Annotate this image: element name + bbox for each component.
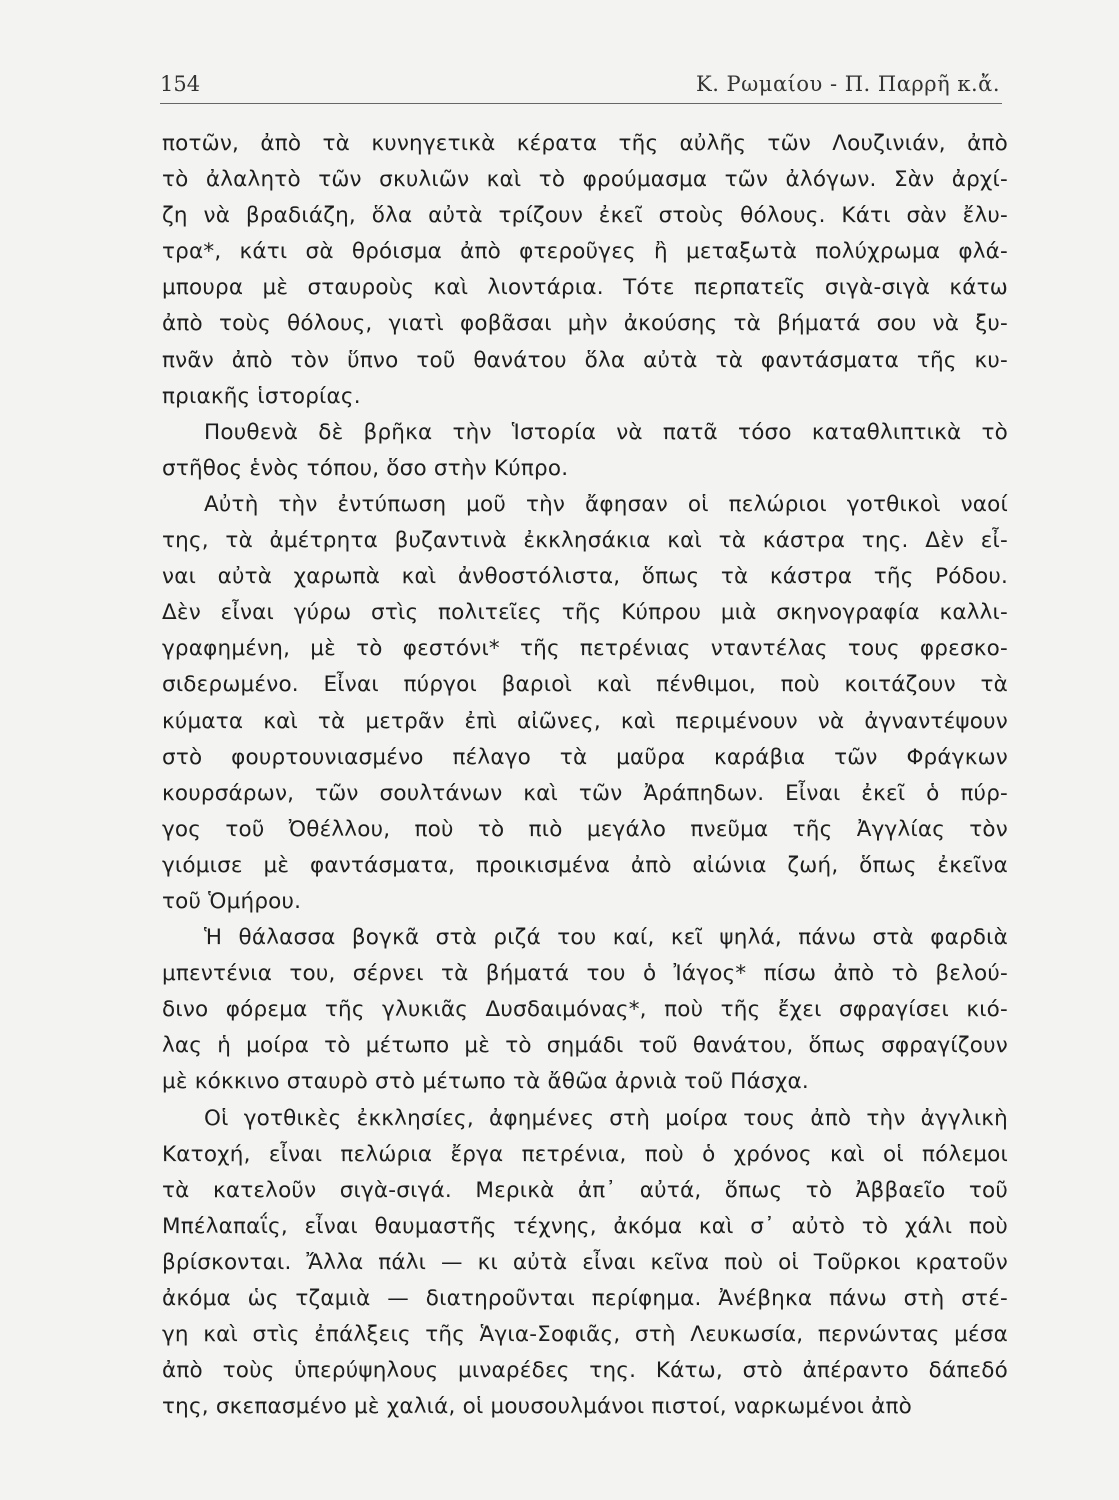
- paragraph: [162, 920, 1008, 1100]
- page-header: [160, 72, 1000, 102]
- text-line: Οἱ γοτθικὲς ἐκκλησίες, ἀφημένες στὴ μοίρα τους ἀπὸ τὴν ἀγγλικὴ: [204, 1105, 1008, 1131]
- text-line: της, τὰ ἀμέτρητα βυζαντινὰ ἐκκλησάκια καὶ τὰ κάστρα της. Δὲν εἶ-: [162, 528, 1008, 554]
- paragraph: [162, 126, 1008, 415]
- text-line: Κατοχή, εἶναι πελώρια ἔργα πετρένια, ποὺ ὁ χρόνος καὶ οἱ πόλεμοι: [162, 1141, 1008, 1167]
- paragraph: [162, 415, 1008, 487]
- text-line: δινο φόρεμα τῆς γλυκιᾶς Δυσδαιμόνας*, ποὺ τῆς ἔχει σφραγίσει κιό-: [162, 997, 1008, 1023]
- paragraph: [162, 487, 1008, 920]
- text-line: ναι αὐτὰ χαρωπὰ καὶ ἀνθοστόλιστα, ὅπως τὰ κάστρα τῆς Ρόδου.: [162, 564, 1008, 590]
- text-line: Αὐτὴ τὴν ἐντύπωση μοῦ τὴν ἄφησαν οἱ πελώριοι γοτθικοὶ ναοί: [204, 491, 1008, 517]
- text-line: τοῦ Ὁμήρου.: [162, 888, 302, 914]
- text-line: Ἡ θάλασσα βογκᾶ στὰ ριζά του καί, κεῖ ψηλά, πάνω στὰ φαρδιὰ: [204, 925, 1008, 951]
- text-line: γραφημένη, μὲ τὸ φεστόνι* τῆς πετρένιας νταντέλας τους φρεσκο-: [162, 636, 1008, 662]
- text-line: κύματα καὶ τὰ μετρᾶν ἐπὶ αἰῶνες, καὶ περιμένουν νὰ ἀγναντέψουν: [162, 708, 1008, 734]
- text-line: Πουθενὰ δὲ βρῆκα τὴν Ἱστορία νὰ πατᾶ τόσο καταθλιπτικὰ τὸ: [204, 419, 1008, 445]
- text-line: τὰ κατελοῦν σιγὰ-σιγά. Μερικὰ ἀπ᾿ αὐτά, ὅπως τὸ Ἀββαεῖο τοῦ: [162, 1177, 1008, 1203]
- text-line: πνᾶν ἀπὸ τὸν ὕπνο τοῦ θανάτου ὅλα αὐτὰ τὰ φαντάσματα τῆς κυ-: [162, 347, 1008, 373]
- text-line: σιδερωμένο. Εἶναι πύργοι βαριοὶ καὶ πένθιμοι, ποὺ κοιτάζουν τὰ: [162, 672, 1008, 698]
- text-line: ζη νὰ βραδιάζη, ὅλα αὐτὰ τρίζουν ἐκεῖ στοὺς θόλους. Κάτι σὰν ἔλυ-: [162, 203, 1008, 229]
- text-line: μπουρα μὲ σταυροὺς καὶ λιοντάρια. Τότε περπατεῖς σιγὰ-σιγὰ κάτω: [162, 275, 1008, 301]
- text-line: γη καὶ στὶς ἐπάλξεις τῆς Ἁγια-Σοφιᾶς, στὴ Λευκωσία, περνώντας μέσα: [162, 1322, 1008, 1348]
- text-line: ἀκόμα ὡς τζαμιὰ — διατηροῦνται περίφημα. Ἀνέβηκα πάνω στὴ στέ-: [162, 1286, 1008, 1311]
- text-line: μπεντένια του, σέρνει τὰ βήματά του ὁ Ἰάγος* πίσω ἀπὸ τὸ βελού-: [162, 961, 1008, 987]
- page-number: 154: [160, 72, 201, 96]
- text-line: κουρσάρων, τῶν σουλτάνων καὶ τῶν Ἀράπηδων. Εἶναι ἐκεῖ ὁ πύρ-: [162, 780, 1008, 806]
- text-line: Δὲν εἶναι γύρω στὶς πολιτεῖες τῆς Κύπρου μιὰ σκηνογραφία καλλι-: [162, 600, 1008, 626]
- text-line: λας ἡ μοίρα τὸ μέτωπο μὲ τὸ σημάδι τοῦ θανάτου, ὅπως σφραγίζουν: [162, 1033, 1008, 1059]
- text-line: ἀπὸ τοὺς θόλους, γιατὶ φοβᾶσαι μὴν ἀκούσης τὰ βήματά σου νὰ ξυ-: [162, 311, 1008, 337]
- text-line: τρα*, κάτι σὰ θρόισμα ἀπὸ φτεροῦγες ἢ μεταξωτὰ πολύχρωμα φλά-: [162, 239, 1008, 265]
- text-line: πριακῆς ἱστορίας.: [162, 383, 361, 409]
- text-line: στῆθος ἑνὸς τόπου, ὅσο στὴν Κύπρο.: [162, 455, 569, 481]
- text-line: γιόμισε μὲ φαντάσματα, προικισμένα ἀπὸ αἰώνια ζωή, ὅπως ἐκεῖνα: [162, 852, 1008, 878]
- text-line: στὸ φουρτουνιασμένο πέλαγο τὰ μαῦρα καράβια τῶν Φράγκων: [162, 744, 1008, 770]
- running-head: Κ. Ρωμαίου - Π. Παρρῆ κ.ἄ.: [696, 72, 1000, 96]
- text-line: μὲ κόκκινο σταυρὸ στὸ μέτωπο τὰ ἄθῶα ἀρνιὰ τοῦ Πάσχα.: [162, 1069, 809, 1095]
- text-line: της, σκεπασμένο μὲ χαλιά, οἱ μουσουλμάνοι πιστοί, ναρκωμένοι ἀπὸ: [162, 1394, 913, 1420]
- body-text: [162, 126, 1008, 1425]
- header-rule: [160, 103, 1002, 104]
- text-line: ἀπὸ τοὺς ὑπερύψηλους μιναρέδες της. Κάτω, στὸ ἀπέραντο δάπεδό: [162, 1358, 1008, 1384]
- paragraph: [162, 1101, 1008, 1426]
- text-line: ποτῶν, ἀπὸ τὰ κυνηγετικὰ κέρατα τῆς αὐλῆς τῶν Λουζινιάν, ἀπὸ: [162, 131, 1008, 156]
- text-line: βρίσκονται. Ἄλλα πάλι — κι αὐτὰ εἶναι κεῖνα ποὺ οἱ Τοῦρκοι κρατοῦν: [162, 1249, 1008, 1275]
- text-line: Μπέλαπαΐς, εἶναι θαυμαστῆς τέχνης, ἀκόμα καὶ σ᾿ αὐτὸ τὸ χάλι ποὺ: [162, 1213, 1008, 1239]
- text-line: γος τοῦ Ὀθέλλου, ποὺ τὸ πιὸ μεγάλο πνεῦμα τῆς Ἀγγλίας τὸν: [162, 816, 1008, 842]
- text-line: τὸ ἀλαλητὸ τῶν σκυλιῶν καὶ τὸ φρούμασμα τῶν ἀλόγων. Σὰν ἀρχί-: [162, 167, 1008, 193]
